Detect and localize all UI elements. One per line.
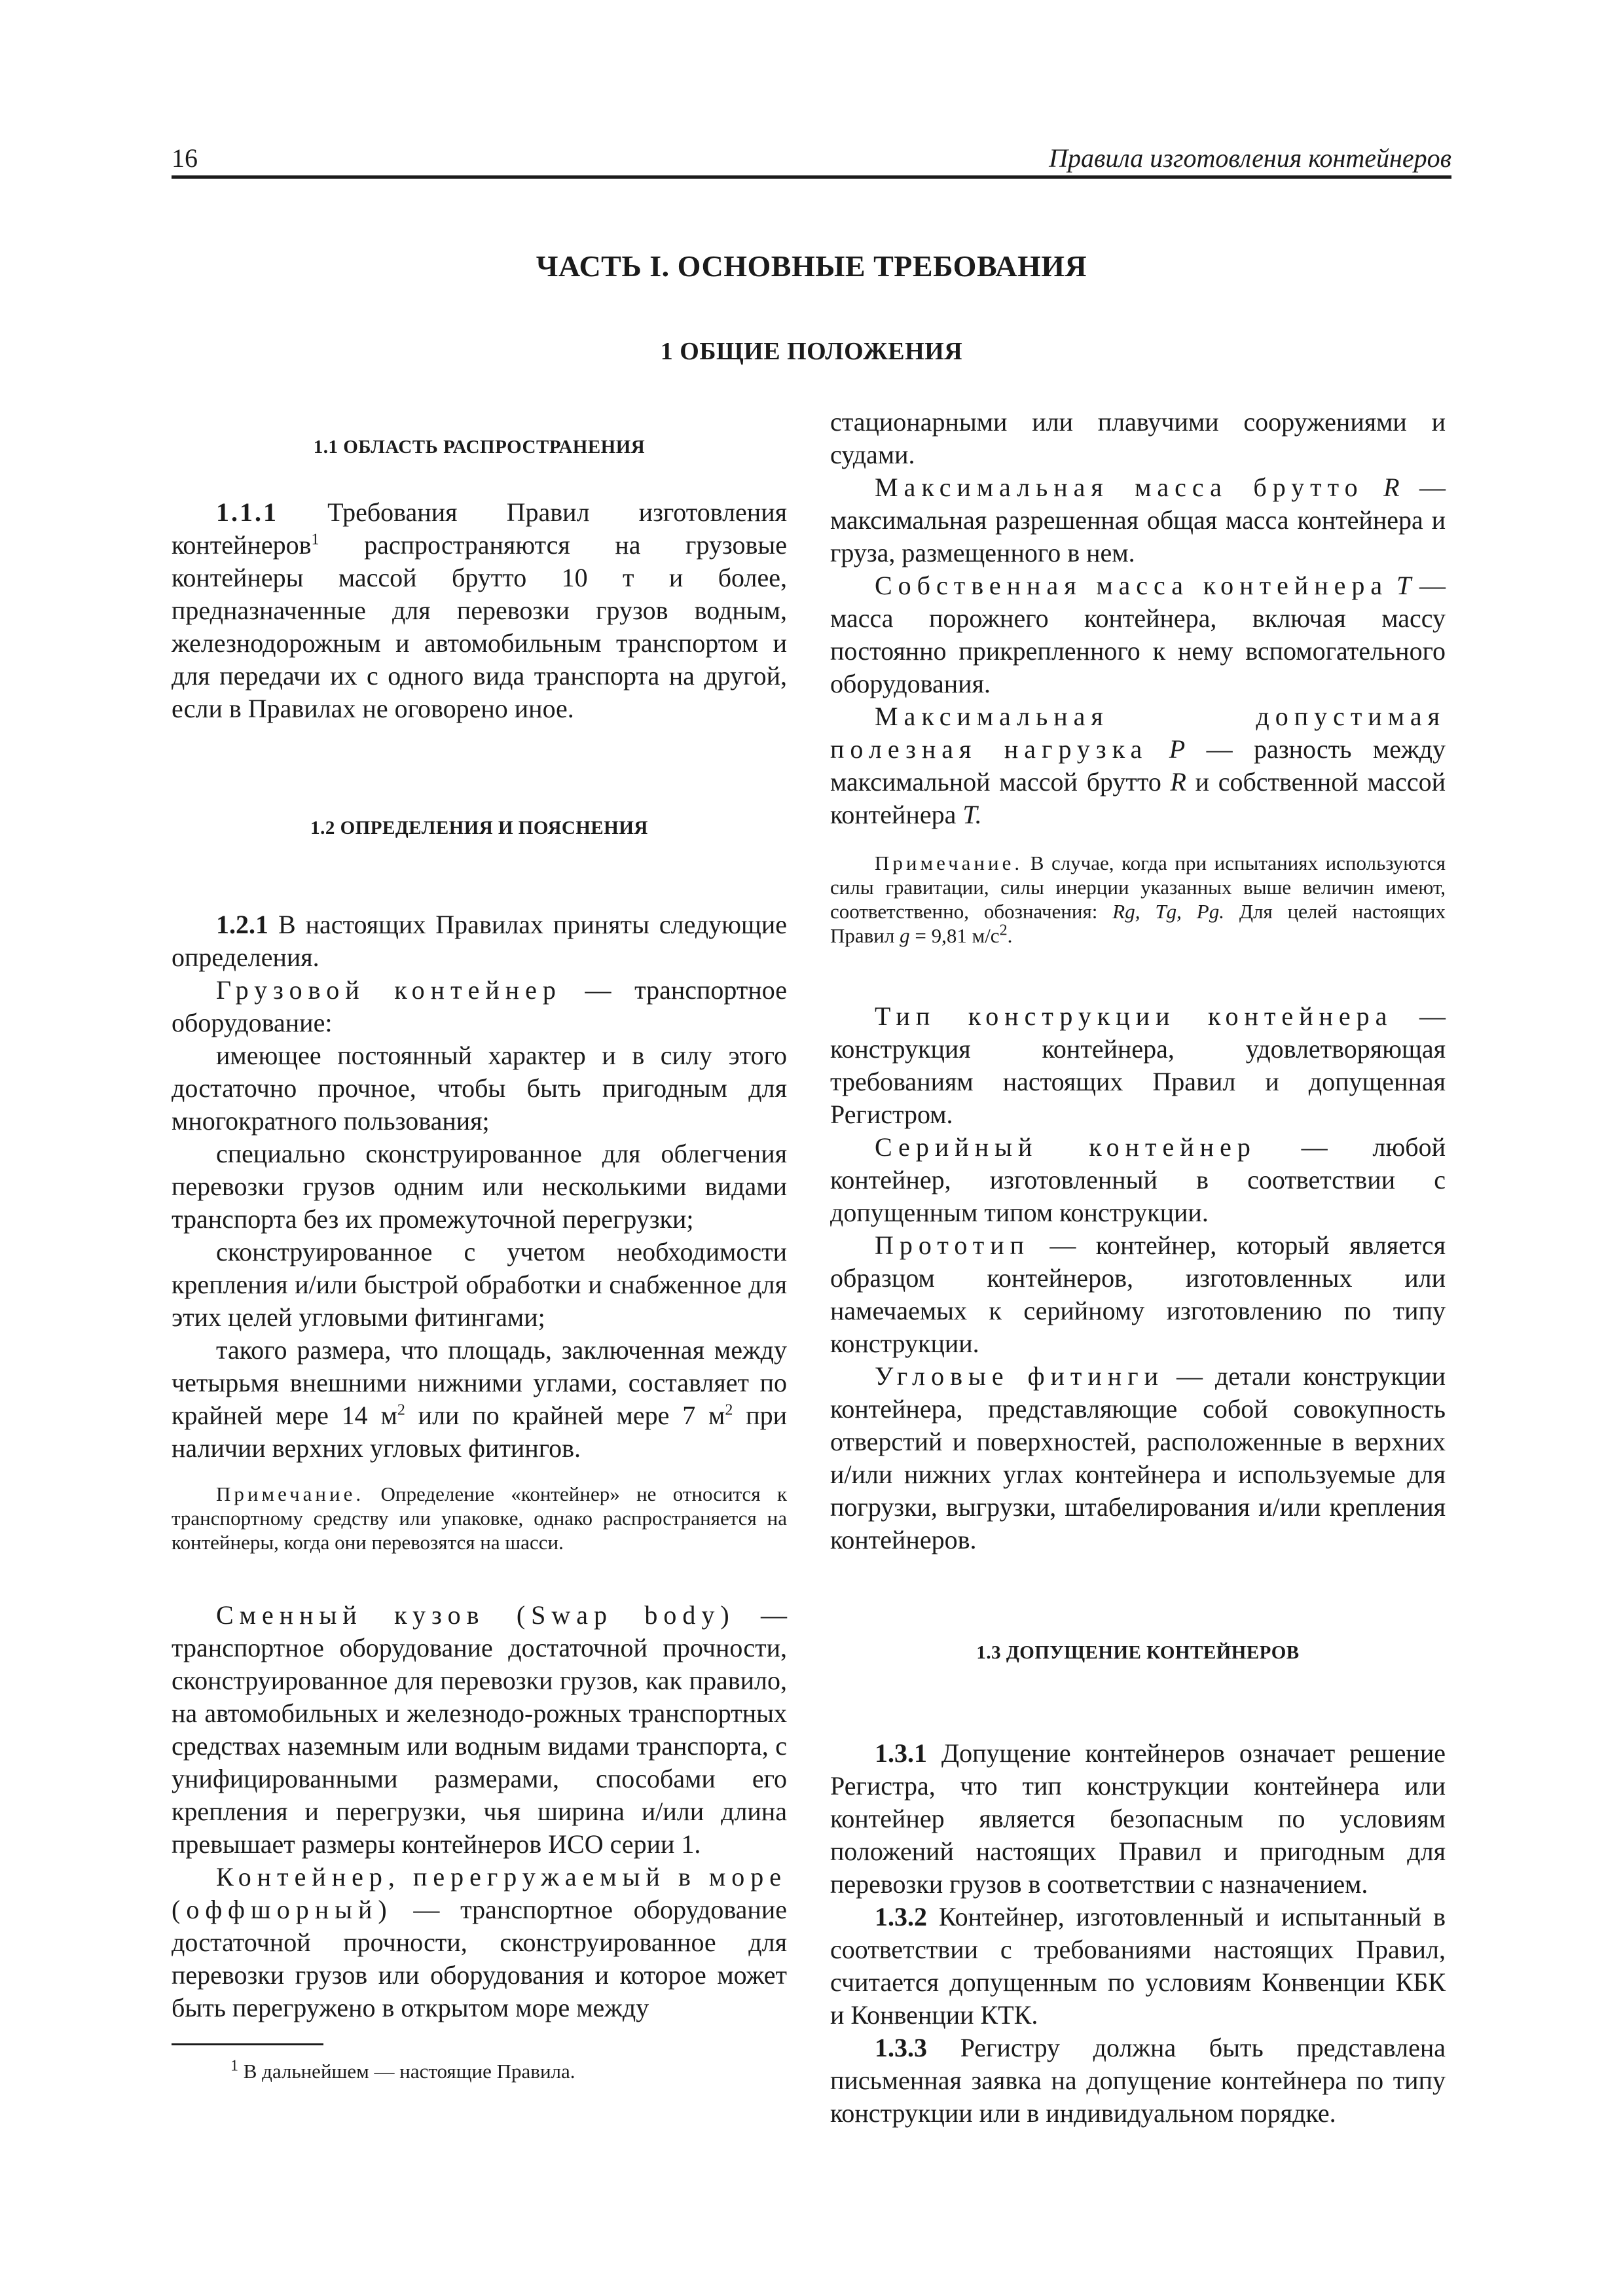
symbol: Rg, [1112,900,1140,923]
subsection-title-1-2: 1.2 ОПРЕДЕЛЕНИЯ И ПОЯСНЕНИЯ [310,817,648,838]
continuation-text: стационарными или плавучими сооружениями и судами. [830,407,1446,469]
definition-text: — конструкция контейнера, удовлетворяющая требованиям настоящих Правил и допущенная Регистром. [830,1001,1446,1129]
footnote-ref: 1 [311,531,319,548]
term: Серийный контейнер [875,1132,1256,1162]
definition-payload [830,700,1446,831]
definition-serial-container [830,1131,1446,1229]
paragraph-1-3-1 [830,1737,1446,1901]
header-rule [172,175,1451,179]
subsection-title-1-3: 1.3 ДОПУЩЕНИЕ КОНТЕЙНЕРОВ [976,1642,1300,1663]
part-title: ЧАСТЬ I. ОСНОВНЫЕ ТРЕБОВАНИЯ [536,249,1087,283]
symbol: g [900,924,910,947]
term: Контейнер, перегружаемый в море (оффшорный) [172,1862,787,1924]
note-text: В случае, когда при испытаниях используются силы гравитации, силы инерции указанных выше величин имеют, соответственно, обозначения: [830,852,1446,923]
clause-number: 1.2.1 [216,910,268,939]
footnote [172,2057,787,2083]
definition-text: — контейнер, который является образцом контейнеров, изготовленных или намечаемых к серийному изготовлению по типу конструкции. [830,1230,1446,1358]
note-1 [172,1482,787,1554]
note-text: Для целей настоящих Правил [830,900,1446,947]
footnote-mark: 1 [230,2057,238,2075]
definition-text: — разность между максимальной массой брутто [830,734,1446,797]
superscript: 2 [725,1401,733,1419]
clause-number: 1.3.1 [875,1738,927,1768]
symbol: R [1383,473,1400,502]
paragraph-1-3-3 [830,2032,1446,2130]
note-2 [830,851,1446,948]
list-item-text: или по крайней мере 7 м [418,1401,725,1430]
note-text: Определение «контейнер» не относится к транспортному средству или упаковке, однако распространяется на контейнеры, когда они перевозятся на шасси. [172,1482,788,1554]
paragraph-text: распространяются на грузовые контейнеры массой брутто 10 т и более, предназначенные для перевозки грузов водным, железнодорожным и автомобильным транспортом и для передачи их с одного вида транспорта на другой, если в Правилах не оговорено иное. [172,530,788,723]
term: Угловые фитинги [875,1361,1165,1391]
definition-text: — транспортное оборудование: [172,975,787,1037]
term: Грузовой контейнер [216,975,562,1005]
note-label: Примечание. [875,852,1023,874]
subsection-title-1-1: 1.1 ОБЛАСТЬ РАСПРОСТРАНЕНИЯ [313,437,646,457]
paragraph-1-2-1 [172,908,787,974]
superscript: 2 [397,1401,405,1419]
page-number: 16 [172,143,198,173]
definition-gross-mass [830,471,1446,569]
note-label: Примечание. [216,1482,365,1505]
list-item-text: такого размера, что площадь, заключенная между четырьмя внешними нижними углами, составляет по крайней мере 14 м [172,1335,787,1430]
definition-text: и собственной массой контейнера [830,767,1446,829]
definition-design-type [830,1000,1446,1131]
definition-text: — детали конструкции контейнера, представляющие собой совокупность отверстий и поверхностей, расположенные в верхних и/или нижних углах контейнера и используемые для погрузки, выгрузки, штабелирования и/или крепления контейнеров. [830,1361,1446,1554]
symbol: P [1169,734,1186,764]
paragraph-text: Контейнер, изготовленный и испытанный в соответствии с требованиями настоящих Правил, считается допущенным по условиям Конвенции КБК и Конвенции КТК. [830,1902,1446,2030]
superscript: 2 [999,922,1008,939]
symbol: T [1396,571,1412,600]
symbol: T. [962,800,982,829]
term: Тип конструкции контейнера [875,1001,1393,1031]
list-item [172,1334,787,1465]
definition-text: — транспортное оборудование достаточной прочности, сконструированное для перевозки грузов, как правило, на автомобильных и железнодо-рожных транспортных средствах наземным или водным видами транспорта, с унифицированными размерами, способами его крепления и перегрузки, чья ширина и/или длина превышает размеры контейнеров ИСО серии 1. [172,1600,787,1859]
definition-text: — транспортное оборудование достаточной прочности, сконструированное для перевозки грузов или оборудования и которое может быть перегружено в открытом море между [172,1895,788,2022]
definition-swap-body [172,1599,787,1861]
definition-text: — любой контейнер, изготовленный в соответствии с допущенным типом конструкции. [830,1132,1446,1227]
footnote-rule [172,2043,323,2045]
definition-text: — максимальная разрешенная общая масса контейнера и груза, размещенного в нем. [830,473,1446,567]
clause-number: 1.1.1 [216,497,278,527]
section-title: 1 ОБЩИЕ ПОЛОЖЕНИЯ [660,338,963,365]
list-item: имеющее постоянный характер и в силу этого достаточно прочное, чтобы быть пригодным для многократного пользования; [172,1041,787,1136]
paragraph-text: Требования Правил изготовления контейнеров [172,497,788,560]
running-title: Правила изготовления контейнеров [1049,143,1451,173]
paragraph-1-1-1 [172,496,787,725]
term: Сменный кузов (Swap body) [216,1600,735,1630]
paragraph-text: Регистру должна быть представлена письменная заявка на допущение контейнера по типу конструкции или в индивидуальном порядке. [830,2033,1446,2128]
list-item: сконструированное с учетом необходимости крепления и/или быстрой обработки и снабженное для этих целей угловыми фитингами; [172,1237,787,1332]
term: Максимальная масса брутто [875,473,1364,502]
term: Максимальная допустимая полезная нагрузка [830,702,1446,764]
note-text: = 9,81 м/с [915,924,1000,947]
term: Собственная масса контейнера [875,571,1389,600]
symbol: R [1170,767,1186,797]
right-column [830,406,1446,2130]
symbol: Pg. [1196,900,1224,923]
term: Прототип [875,1230,1030,1260]
definition-offshore-container [172,1861,787,2024]
definition-corner-fittings [830,1360,1446,1556]
definition-prototype [830,1229,1446,1360]
note-text: . [1007,924,1013,947]
footnote-text: В дальнейшем — настоящие Правила. [243,2060,575,2083]
definition-cargo-container [172,974,787,1039]
paragraph-text: В настоящих Правилах приняты следующие определения. [172,910,787,972]
list-item-text: при наличии верхних угловых фитингов. [172,1401,788,1463]
definition-tare-mass [830,569,1446,700]
paragraph-1-3-2 [830,1901,1446,2032]
paragraph-text: Допущение контейнеров означает решение Регистра, что тип конструкции контейнера или контейнер является безопасным по условиям положений настоящих Правил и пригодным для перевозки грузов в соответствии с назначением. [830,1738,1446,1899]
definition-text: — масса порожнего контейнера, включая массу постоянно прикрепленного к нему вспомогательного оборудования. [830,571,1446,698]
symbol: Tg, [1155,900,1182,923]
left-column [172,406,787,2024]
clause-number: 1.3.2 [875,1902,927,1931]
list-item: специально сконструированное для облегчения перевозки грузов одним или несколькими видами транспорта без их промежуточной перегрузки; [172,1139,787,1234]
clause-number: 1.3.3 [875,2033,927,2062]
